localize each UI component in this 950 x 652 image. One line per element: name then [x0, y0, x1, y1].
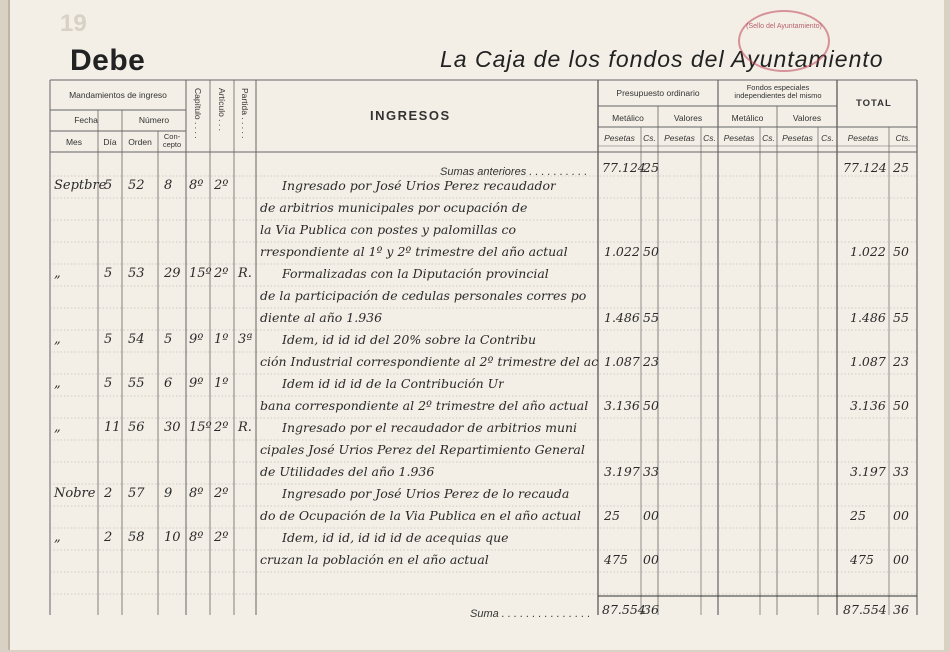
entry-cs: 00 — [643, 552, 659, 567]
entry-cs: 23 — [643, 354, 659, 369]
entry-total-cts: 50 — [893, 398, 909, 413]
entry-dia: 5 — [104, 178, 113, 193]
header-cs-2: Cs. — [703, 133, 716, 143]
entry-cs: 55 — [643, 310, 659, 325]
header-metalico-1: Metálico — [612, 113, 644, 123]
entry-total-cts: 23 — [893, 354, 909, 369]
entry-total-pesetas: 3.197 — [850, 464, 886, 479]
entry-orden: 53 — [128, 266, 145, 281]
entry-pesetas: 475 — [604, 552, 628, 567]
header-capitulo: Capítulo . . . . — [193, 88, 203, 139]
entry-capitulo: 15º — [189, 420, 212, 435]
entry-description-line: de la participación de cedulas personales corres po — [260, 288, 587, 303]
entry-articulo: 1º — [214, 332, 229, 347]
sumas-anteriores-total-cts: 25 — [893, 160, 909, 175]
entry-capitulo: 15º — [189, 266, 212, 281]
entry-total-cts: 55 — [893, 310, 909, 325]
entry-mes: „ — [54, 332, 61, 347]
entry-description-line: cipales José Urios Perez del Repartimiento General — [260, 442, 585, 457]
header-mandamientos: Mandamientos de ingreso — [69, 90, 167, 100]
entry-total-pesetas: 475 — [850, 552, 874, 567]
entry-description-line: do de Ocupación de la Via Publica en el año actual — [260, 508, 581, 523]
entry-cs: 33 — [643, 464, 659, 479]
entry-mes: Nobre — [54, 486, 96, 501]
entry-concepto: 5 — [164, 332, 173, 347]
entry-description-line: ción Industrial correspondiente al 2º trimestre del ac — [260, 354, 598, 369]
header-total-pesetas: Pesetas — [847, 133, 879, 143]
entry-description-line: diente al año 1.936 — [260, 310, 383, 325]
entry-concepto: 10 — [164, 530, 181, 545]
entry-concepto: 30 — [164, 420, 181, 435]
sumas-anteriores-pesetas: 77.124 — [602, 160, 646, 175]
entry-mes: „ — [54, 420, 61, 435]
header-articulo: Artículo . . . — [217, 88, 227, 131]
entry-cs: 50 — [643, 398, 659, 413]
entry-pesetas: 1.486 — [604, 310, 640, 325]
entry-partida: R. — [238, 420, 252, 435]
entry-partida: 3ª — [238, 332, 253, 347]
suma-cs: 36 — [643, 602, 659, 617]
entry-cs: 50 — [643, 244, 659, 259]
entry-articulo: 2º — [214, 266, 229, 281]
entry-dia: 5 — [104, 376, 113, 391]
header-dia: Día — [103, 137, 117, 147]
entry-concepto: 8 — [164, 178, 173, 193]
entry-orden: 55 — [128, 376, 145, 391]
entry-pesetas: 1.022 — [604, 244, 640, 259]
entry-cs: 00 — [643, 508, 659, 523]
header-concepto: Con-cepto — [162, 132, 182, 149]
entry-dia: 2 — [104, 530, 113, 545]
header-total-cts: Cts. — [895, 133, 911, 143]
entry-dia: 2 — [104, 486, 113, 501]
entry-description-line: rrespondiente al 1º y 2º trimestre del año actual — [260, 244, 568, 259]
entry-capitulo: 9º — [189, 376, 204, 391]
suma-label: Suma . . . . . . . . . . . . . . . — [470, 608, 591, 620]
entry-total-pesetas: 1.486 — [850, 310, 886, 325]
entry-capitulo: 8º — [189, 486, 204, 501]
sumas-anteriores-total-pesetas: 77.124 — [843, 160, 887, 175]
entry-description-line: de arbitrios municipales por ocupación de — [260, 200, 528, 215]
suma-total-cts: 36 — [893, 602, 909, 617]
entry-articulo: 2º — [214, 486, 229, 501]
entry-description-line: Ingresado por el recaudador de arbitrios muni — [282, 420, 578, 435]
entry-pesetas: 3.197 — [604, 464, 640, 479]
entry-partida: R. — [238, 266, 252, 281]
entry-mes: „ — [54, 266, 61, 281]
suma-pesetas: 87.554 — [602, 602, 646, 617]
header-numero: Número — [138, 115, 170, 125]
entry-description-line: bana correspondiente al 2º trimestre del año actual — [260, 398, 589, 413]
page-number-watermark: 19 — [60, 10, 87, 37]
header-cs-1: Cs. — [643, 133, 656, 143]
header-total: TOTAL — [856, 98, 892, 109]
header-pesetas-3: Pesetas — [723, 133, 755, 143]
entry-description-line: Idem, id id id del 20% sobre la Contribu — [282, 332, 537, 347]
entry-total-pesetas: 25 — [850, 508, 866, 523]
entry-dia: 11 — [104, 420, 121, 435]
entry-pesetas: 25 — [604, 508, 620, 523]
entry-mes: Septbre — [54, 178, 107, 193]
header-metalico-2: Metálico — [731, 113, 764, 123]
header-cs-4: Cs. — [821, 133, 834, 143]
entry-articulo: 2º — [214, 530, 229, 545]
entry-dia: 5 — [104, 332, 113, 347]
header-ingresos: INGRESOS — [370, 108, 451, 123]
header-presupuesto: Presupuesto ordinario — [616, 88, 700, 98]
entry-concepto: 6 — [164, 376, 173, 391]
sumas-anteriores-cs: 25 — [643, 160, 659, 175]
entry-description-line: cruzan la población en el año actual — [260, 552, 489, 567]
entry-total-pesetas: 3.136 — [850, 398, 886, 413]
entry-pesetas: 3.136 — [604, 398, 640, 413]
entry-description-line: la Via Publica con postes y palomillas co — [260, 222, 517, 237]
header-orden: Orden — [128, 137, 152, 147]
entry-total-pesetas: 1.087 — [850, 354, 886, 369]
entry-description-line: Idem id id id de la Contribución Ur — [282, 376, 505, 391]
header-cs-3: Cs. — [762, 133, 775, 143]
entry-concepto: 29 — [164, 266, 181, 281]
entry-description-line: Ingresado por José Urios Perez recaudador — [282, 178, 556, 193]
entry-total-cts: 00 — [893, 508, 909, 523]
entry-capitulo: 8º — [189, 530, 204, 545]
entry-concepto: 9 — [164, 486, 173, 501]
entry-articulo: 2º — [214, 178, 229, 193]
entry-orden: 57 — [128, 486, 145, 501]
entry-total-cts: 50 — [893, 244, 909, 259]
entry-articulo: 2º — [214, 420, 229, 435]
header-mes: Mes — [65, 137, 83, 147]
entry-mes: „ — [54, 530, 61, 545]
suma-total-pesetas: 87.554 — [843, 602, 887, 617]
entry-mes: „ — [54, 376, 61, 391]
caja-title: La Caja de los fondos del Ayuntamiento — [440, 46, 884, 72]
entry-dia: 5 — [104, 266, 113, 281]
entry-description-line: Idem, id id, id id id de acequias que — [282, 530, 509, 545]
entry-orden: 54 — [128, 332, 145, 347]
header-valores-1: Valores — [673, 113, 703, 123]
entry-total-cts: 00 — [893, 552, 909, 567]
entry-orden: 56 — [128, 420, 145, 435]
debe-title: Debe — [70, 44, 146, 77]
entry-pesetas: 1.087 — [604, 354, 640, 369]
header-pesetas-2: Pesetas — [664, 133, 695, 143]
municipal-seal: (Sello del Ayuntamiento) — [738, 10, 830, 72]
entry-orden: 52 — [128, 178, 145, 193]
header-fondos: Fondos especiales independientes del mismo — [734, 83, 822, 100]
header-partida: Partida . . . . . — [240, 88, 250, 139]
header-pesetas-1: Pesetas — [604, 133, 635, 143]
entry-total-pesetas: 1.022 — [850, 244, 886, 259]
sumas-anteriores-label: Sumas anteriores . . . . . . . . . . — [440, 166, 588, 178]
header-valores-2: Valores — [792, 113, 822, 123]
entry-description-line: de Utilidades del año 1.936 — [260, 464, 435, 479]
entry-orden: 58 — [128, 530, 145, 545]
header-fecha: Fecha — [74, 115, 98, 125]
entry-total-cts: 33 — [893, 464, 909, 479]
entry-capitulo: 9º — [189, 332, 204, 347]
header-pesetas-4: Pesetas — [782, 133, 813, 143]
entry-capitulo: 8º — [189, 178, 204, 193]
entry-description-line: Ingresado por José Urios Perez de lo recauda — [282, 486, 570, 501]
entry-description-line: Formalizadas con la Diputación provincial — [282, 266, 549, 281]
entry-articulo: 1º — [214, 376, 229, 391]
